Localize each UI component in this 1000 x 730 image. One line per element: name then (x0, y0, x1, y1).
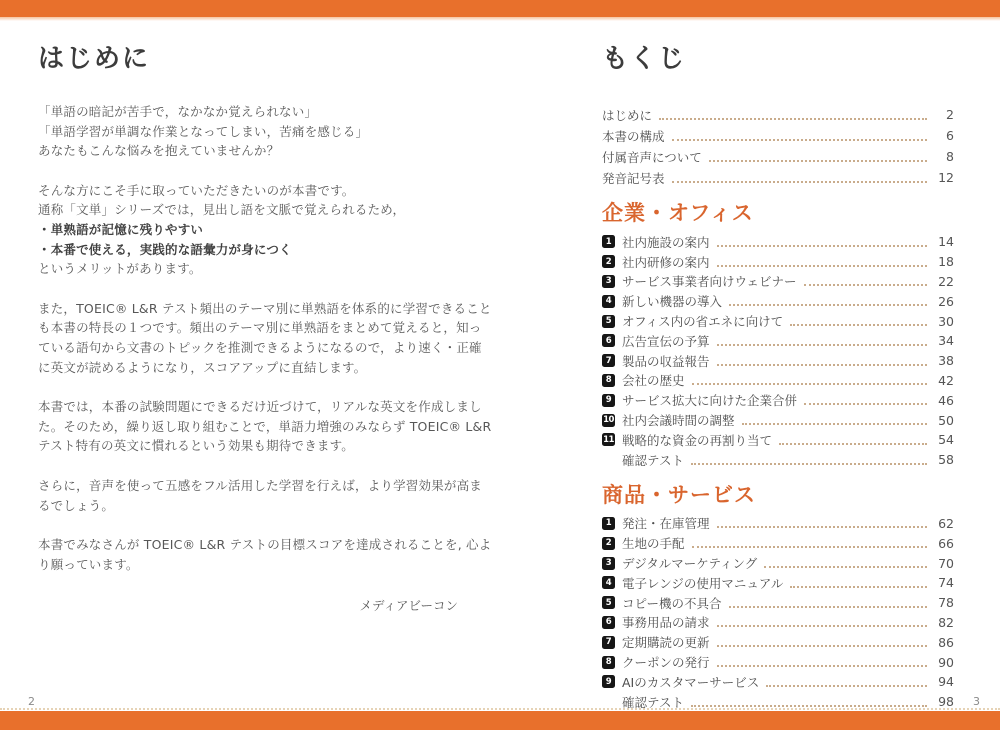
toc-item-label: 社内施設の案内 (622, 234, 710, 250)
toc-item-label: サービス拡大に向けた企業合併 (622, 393, 798, 409)
toc-item-page: 46 (938, 392, 954, 408)
dot-leader (709, 160, 927, 162)
dot-leader (764, 566, 927, 568)
dot-leader (692, 383, 927, 385)
toc-item-label: サービス事業者向けウェビナー (622, 274, 797, 290)
toc-item-label: はじめに (602, 107, 653, 123)
dot-leader (717, 265, 927, 267)
item-number-badge: 8 (602, 656, 615, 669)
intro-body (38, 102, 490, 574)
toc-item-page: 62 (938, 515, 954, 531)
toc-item-label: 発注・在庫管理 (622, 516, 710, 532)
toc-item-label: 生地の手配 (622, 536, 685, 552)
item-number-badge: 11 (603, 434, 614, 445)
toc-item-page: 94 (938, 674, 954, 690)
toc-item-label: 確認テスト (622, 694, 685, 710)
dot-leader (790, 324, 927, 326)
toc-item-label: 定期購読の更新 (622, 635, 710, 651)
toc-item (602, 291, 954, 311)
toc-item-label: AIのカスタマーサービス (622, 674, 760, 690)
toc-page (602, 38, 954, 712)
toc-item-page: 78 (938, 595, 954, 611)
item-number-badge: 6 (602, 334, 615, 347)
toc-item-page: 26 (938, 293, 954, 309)
text-line: り願っています。 (38, 556, 139, 572)
toc-item (602, 593, 954, 613)
toc-item (602, 351, 954, 371)
toc-item (602, 167, 954, 188)
author-signature: メディアビーコン (359, 598, 458, 614)
toc-item-page: 98 (938, 694, 954, 710)
dot-leader (804, 403, 927, 405)
dot-leader (717, 364, 927, 366)
toc-item (602, 514, 954, 534)
toc-item (602, 613, 954, 633)
item-number-badge: 4 (602, 295, 615, 308)
toc-item-label: 発音記号表 (602, 170, 665, 186)
toc-item-page: 50 (938, 412, 954, 428)
item-number-badge: 5 (602, 596, 615, 609)
text-line: さらに，音声を使って五感をフル活用した学習を行えば，より学習効果が高ま (38, 477, 483, 493)
toc-item-page: 70 (938, 555, 954, 571)
item-number-badge: 2 (602, 255, 615, 268)
toc-item (602, 632, 954, 652)
toc-section (602, 197, 954, 470)
text-line: 通称「文単」シリーズでは，見出し語を文脈で覚えられるため， (38, 202, 406, 218)
dot-leader (779, 443, 927, 445)
toc-item (602, 430, 954, 450)
toc-front-matter (602, 104, 954, 188)
text-line: 本書では，本番の試験問題にできるだけ近づけて，リアルな英文を作成しまし (38, 399, 482, 415)
toc-item-label: 広告宣伝の予算 (622, 333, 710, 349)
toc-item (602, 371, 954, 391)
toc-item (602, 146, 954, 167)
toc-item-label: オフィス内の省エネに向けて (622, 314, 784, 330)
dot-leader (742, 423, 927, 425)
toc-item-label: 新しい機器の導入 (622, 294, 723, 310)
toc-item-page: 58 (938, 452, 954, 468)
toc-item-page: 6 (946, 128, 954, 143)
toc-item (602, 311, 954, 331)
text-line: 「単語の暗記が苦手で，なかなか覚えられない」 (38, 104, 318, 119)
item-number-badge: 2 (602, 537, 615, 550)
text-line: ・本番で使える，実践的な語彙力が身につく (38, 241, 292, 257)
text-line: た。そのため，繰り返し取り組むことで，単語力増強のみならず TOEIC® L&R (38, 418, 492, 434)
item-number-badge: 7 (602, 354, 615, 367)
toc-item (602, 125, 954, 146)
text-line: ている語句から文書のトピックを推測できるようになるので，より速く・正確 (38, 339, 482, 355)
toc-item (602, 390, 954, 410)
toc-item (602, 232, 954, 252)
toc-item-label: 確認テスト (622, 452, 685, 468)
toc-item-page: 34 (938, 333, 954, 349)
text-line: るでしょう。 (38, 497, 115, 513)
toc-item (602, 450, 954, 470)
dot-leader (766, 685, 927, 687)
toc-item-page: 2 (946, 107, 954, 122)
toc-item-label: 会社の歴史 (622, 373, 685, 389)
item-number-badge: 3 (602, 557, 615, 570)
item-number-badge: 1 (602, 517, 615, 530)
toc-item (602, 553, 954, 573)
text-line: というメリットがあります。 (38, 261, 202, 277)
page-number-right: 3 (973, 695, 980, 708)
text-line: に英文が読めるようになり，スコアアップに直結します。 (38, 359, 367, 375)
dot-leader (717, 526, 927, 528)
paragraph (38, 181, 490, 279)
item-number-badge: 4 (602, 576, 615, 589)
paragraph (38, 476, 490, 515)
toc-item-page: 82 (938, 614, 954, 630)
toc-item-page: 18 (938, 254, 954, 270)
dot-leader (717, 245, 927, 247)
toc-item (602, 104, 954, 125)
toc-item-label: 本書の構成 (602, 128, 665, 144)
item-number-badge: 5 (602, 315, 615, 328)
dot-leader (717, 665, 927, 667)
toc-item (602, 672, 954, 692)
toc-item (602, 410, 954, 430)
text-line: テスト特有の英文に慣れるという効果も期待できます。 (38, 438, 355, 454)
text-line: そんな方にこそ手に取っていただきたいのが本書です。 (38, 182, 355, 198)
toc-item-label: 製品の収益報告 (622, 353, 710, 369)
dot-leader (717, 645, 927, 647)
item-number-badge: 9 (602, 675, 615, 688)
toc-item-label: 電子レンジの使用マニュアル (622, 575, 784, 591)
text-line: あなたもこんな悩みを抱えていませんか？ (38, 143, 280, 159)
text-line: も本書の特長の１つです。頻出のテーマ別に単熟語をまとめて覚えると，知っ (38, 320, 482, 336)
dot-leader (804, 284, 927, 286)
toc-item-page: 12 (938, 170, 954, 185)
item-number-badge: 6 (602, 616, 615, 629)
toc-item-page: 38 (938, 353, 954, 369)
toc-item-label: 事務用品の請求 (622, 615, 710, 631)
dot-leader (691, 463, 927, 465)
toc-item (602, 533, 954, 553)
item-number-badge: 8 (602, 374, 615, 387)
toc-item-page: 30 (938, 313, 954, 329)
toc-item-page: 66 (938, 535, 954, 551)
toc-item-page: 54 (938, 432, 954, 448)
dot-leader (659, 118, 927, 120)
dot-leader (691, 705, 927, 707)
dot-leader (717, 344, 927, 346)
toc-item-label: クーポンの発行 (622, 655, 710, 671)
page-number-left: 2 (28, 695, 35, 708)
section-heading: 商品・サービス (602, 482, 756, 507)
toc-item (602, 272, 954, 292)
item-number-badge: 3 (602, 275, 615, 288)
item-number-badge: 1 (602, 235, 615, 248)
toc-item (602, 331, 954, 351)
toc-item-label: 社内会議時間の調整 (622, 413, 735, 429)
toc-item-label: 戦略的な資金の再割り当て (622, 432, 773, 448)
intro-title: はじめに (38, 44, 151, 74)
text-line: また，TOEIC® L&R テスト頻出のテーマ別に単熟語を体系的に学習できること (38, 300, 492, 316)
text-line: 「単語学習が単調な作業となってしまい，苦痛を感じる」 (38, 123, 369, 139)
dot-leader (672, 139, 927, 141)
paragraph (38, 102, 490, 161)
paragraph (38, 397, 490, 456)
toc-item-label: 社内研修の案内 (622, 254, 710, 270)
dot-leader (672, 181, 927, 183)
paragraph (38, 535, 490, 574)
text-line: ・単熟語が記憶に残りやすい (38, 221, 204, 237)
top-orange-border (0, 0, 1000, 17)
paragraph (38, 299, 490, 377)
dot-leader (790, 586, 927, 588)
item-number-badge: 9 (602, 394, 615, 407)
toc-item-page: 22 (938, 273, 954, 289)
toc-item-label: 付属音声について (602, 149, 702, 165)
toc-item-page: 42 (938, 372, 954, 388)
toc-item-label: コピー機の不具合 (622, 595, 722, 611)
text-line: 本書でみなさんが TOEIC® L&R テストの目標スコアを達成されることを, 心よ (38, 537, 492, 553)
dot-leader (729, 304, 927, 306)
toc-item-page: 14 (938, 234, 954, 250)
dot-leader (692, 546, 927, 548)
item-number-badge: 7 (602, 636, 615, 649)
item-number-badge: 10 (603, 415, 614, 426)
dot-leader (717, 625, 927, 627)
toc-item (602, 652, 954, 672)
section-heading: 企業・オフィス (602, 201, 754, 225)
toc-title: もくじ (602, 44, 687, 74)
toc-item-page: 86 (938, 634, 954, 650)
toc-item (602, 252, 954, 272)
dot-leader (729, 606, 927, 608)
toc-section (602, 479, 954, 712)
toc-item (602, 573, 954, 593)
intro-page (38, 38, 490, 614)
toc-item-label: デジタルマーケティング (622, 556, 758, 572)
bottom-orange-border (0, 711, 1000, 730)
toc-sections (602, 197, 954, 712)
toc-item-page: 90 (938, 654, 954, 670)
toc-item-page: 8 (946, 149, 954, 164)
toc-item-page: 74 (938, 575, 954, 591)
